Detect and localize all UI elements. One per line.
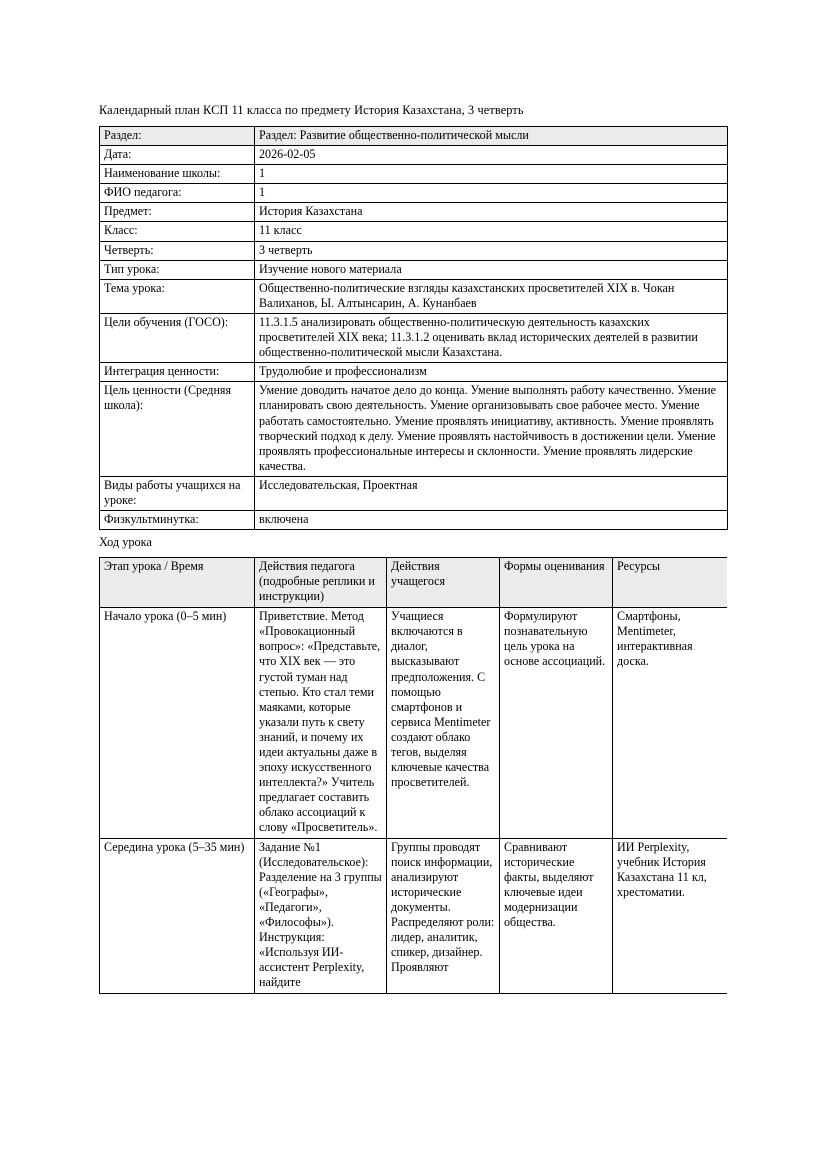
info-label-cell: Виды работы учащихся на уроке:: [100, 476, 255, 510]
table-header-row: [100, 558, 728, 608]
column-header: Действия учащегося: [387, 558, 500, 608]
student-actions-cell: Учащиеся включаются в диалог, высказывают предположения. С помощью смартфонов и сервиса Mentimeter создают облако тегов, выделяя ключевые качества просветителей.: [387, 608, 500, 838]
table-row: [100, 222, 728, 241]
column-header: Формы оценивания: [500, 558, 613, 608]
table-row: [100, 127, 728, 146]
info-label-cell: Цели обучения (ГОСО):: [100, 313, 255, 362]
lesson-info-table: [99, 126, 728, 530]
info-value-cell: 2026-02-05: [255, 146, 728, 165]
table-row: [100, 838, 728, 993]
info-label-cell: Четверть:: [100, 241, 255, 260]
table-row: [100, 184, 728, 203]
info-value-cell: Раздел: Развитие общественно-политической мысли: [255, 127, 728, 146]
lesson-flow-clip: [99, 557, 727, 1087]
lesson-info-body: [100, 127, 728, 530]
lesson-flow-label: Ход урока: [99, 535, 152, 550]
info-value-cell: Трудолюбие и профессионализм: [255, 363, 728, 382]
assessment-cell: Сравнивают исторические факты, выделяют ключевые идеи модернизации общества.: [500, 838, 613, 993]
table-row: [100, 165, 728, 184]
info-label-cell: Интеграция ценности:: [100, 363, 255, 382]
table-row: [100, 260, 728, 279]
student-actions-cell: Группы проводят поиск информации, анализируют исторические документы. Распределяют роли: лидер, аналитик, спикер, дизайнер. Проявляют: [387, 838, 500, 993]
info-value-cell: Общественно-политические взгляды казахстанских просветителей XIX в. Чокан Валиханов, Ы. Алтынсарин, А. Кунанбаев: [255, 279, 728, 313]
column-header: Этап урока / Время: [100, 558, 255, 608]
info-value-cell: Умение доводить начатое дело до конца. Умение выполнять работу качественно. Умение планировать свою деятельность. Умение организовывать свое рабочее место. Умение работать самостоятельно. Умение проявлять инициативу, активность. Умение проявлять творческий подход к делу. Умение проявлять настойчивость в достижении цели. Умение проявлять профессиональные интересы и склонности. Умение проявлять лидерские качества.: [255, 382, 728, 477]
info-value-cell: Изучение нового материала: [255, 260, 728, 279]
table-row: [100, 313, 728, 362]
assessment-cell: Формулируют познавательную цель урока на основе ассоциаций.: [500, 608, 613, 838]
table-row: [100, 608, 728, 838]
info-label-cell: Раздел:: [100, 127, 255, 146]
table-row: [100, 146, 728, 165]
info-label-cell: Предмет:: [100, 203, 255, 222]
column-header: Действия педагога (подробные реплики и инструкции): [255, 558, 387, 608]
table-row: [100, 241, 728, 260]
table-row: [100, 511, 728, 530]
info-label-cell: Тип урока:: [100, 260, 255, 279]
table-row: [100, 203, 728, 222]
info-label-cell: Физкультминутка:: [100, 511, 255, 530]
info-value-cell: 3 четверть: [255, 241, 728, 260]
info-value-cell: 11.3.1.5 анализировать общественно-политическую деятельность казахских просветителей XIX века; 11.3.1.2 оценивать вклад исторических деятелей в развитии общественно-политической мысли Казахстана.: [255, 313, 728, 362]
info-value-cell: включена: [255, 511, 728, 530]
page-title: Календарный план КСП 11 класса по предмету История Казахстана, 3 четверть: [99, 103, 524, 117]
teacher-actions-cell: Задание №1 (Исследовательское): Разделение на 3 группы («Географы», «Педагоги», «Философы»). Инструкция: «Используя ИИ-ассистент Perplexity, найдите: [255, 838, 387, 993]
info-label-cell: Цель ценности (Средняя школа):: [100, 382, 255, 477]
lesson-flow-table: [99, 557, 727, 993]
column-header: Ресурсы: [613, 558, 728, 608]
resources-cell: ИИ Perplexity, учебник История Казахстана 11 кл, хрестоматии.: [613, 838, 728, 993]
info-value-cell: 11 класс: [255, 222, 728, 241]
info-label-cell: Класс:: [100, 222, 255, 241]
info-value-cell: История Казахстана: [255, 203, 728, 222]
info-label-cell: Дата:: [100, 146, 255, 165]
resources-cell: Смартфоны, Mentimeter, интерактивная доска.: [613, 608, 728, 838]
table-row: [100, 279, 728, 313]
info-value-cell: 1: [255, 165, 728, 184]
info-label-cell: ФИО педагога:: [100, 184, 255, 203]
stage-cell: Начало урока (0–5 мин): [100, 608, 255, 838]
info-label-cell: Наименование школы:: [100, 165, 255, 184]
stage-cell: Середина урока (5–35 мин): [100, 838, 255, 993]
table-row: [100, 476, 728, 510]
table-row: [100, 363, 728, 382]
info-value-cell: Исследовательская, Проектная: [255, 476, 728, 510]
lesson-flow-body: [100, 608, 728, 993]
info-value-cell: 1: [255, 184, 728, 203]
lesson-flow-head: [100, 558, 728, 608]
info-label-cell: Тема урока:: [100, 279, 255, 313]
table-row: [100, 382, 728, 477]
teacher-actions-cell: Приветствие. Метод «Провокационный вопрос»: «Представьте, что XIX век — это густой туман над степью. Кто стал теми маяками, которые указали путь к свету знаний, и почему их идеи актуальны даже в эпоху искусственного интеллекта?» Учитель предлагает составить облако ассоциаций к слову «Просветитель».: [255, 608, 387, 838]
